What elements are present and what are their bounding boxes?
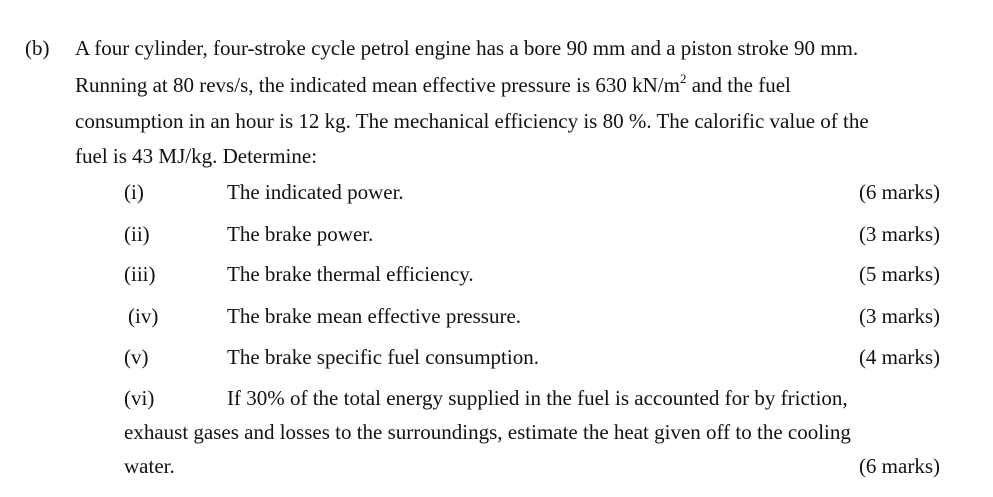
subpart-marks: (3 marks) [858, 304, 940, 328]
subpart-marks: (6 marks) [858, 454, 940, 478]
subpart-number: (vi) [124, 386, 155, 410]
subpart-text: The brake power. [227, 222, 374, 246]
subpart-marks: (6 marks) [858, 180, 940, 204]
subpart-marks: (5 marks) [858, 262, 940, 286]
intro-line-3: consumption in an hour is 12 kg. The mechanical efficiency is 80 %. The calorific value of the [75, 109, 869, 133]
subpart-number: (iv) [128, 304, 159, 328]
subpart-text: The indicated power. [227, 180, 404, 204]
intro-line-1: A four cylinder, four-stroke cycle petrol engine has a bore 90 mm and a piston stroke 90 mm. [75, 36, 859, 60]
subpart-marks: (3 marks) [858, 222, 940, 246]
subpart-text: The brake specific fuel consumption. [227, 345, 539, 369]
intro-line-2-tail: and the fuel [691, 73, 791, 97]
intro-line-2-text: Running at 80 revs/s, the indicated mean effective pressure is 630 kN/m [75, 73, 680, 97]
superscript-two: 2 [679, 71, 687, 86]
part-label: (b) [25, 36, 50, 60]
subpart-number: (iii) [124, 262, 156, 286]
subpart-marks: (4 marks) [858, 345, 940, 369]
subpart-number: (i) [124, 180, 144, 204]
subpart-text: The brake mean effective pressure. [227, 304, 522, 328]
subpart-text: The brake thermal efficiency. [227, 262, 474, 286]
subpart-number: (v) [124, 345, 149, 369]
intro-line-2 [75, 73, 791, 98]
intro-line-4: fuel is 43 MJ/kg. Determine: [75, 144, 318, 168]
subpart-text: If 30% of the total energy supplied in the fuel is accounted for by friction, [227, 386, 848, 410]
subpart-number: (ii) [124, 222, 150, 246]
subpart-continuation: exhaust gases and losses to the surroundings, estimate the heat given off to the cooling [124, 420, 851, 444]
subpart-continuation: water. [124, 454, 175, 478]
